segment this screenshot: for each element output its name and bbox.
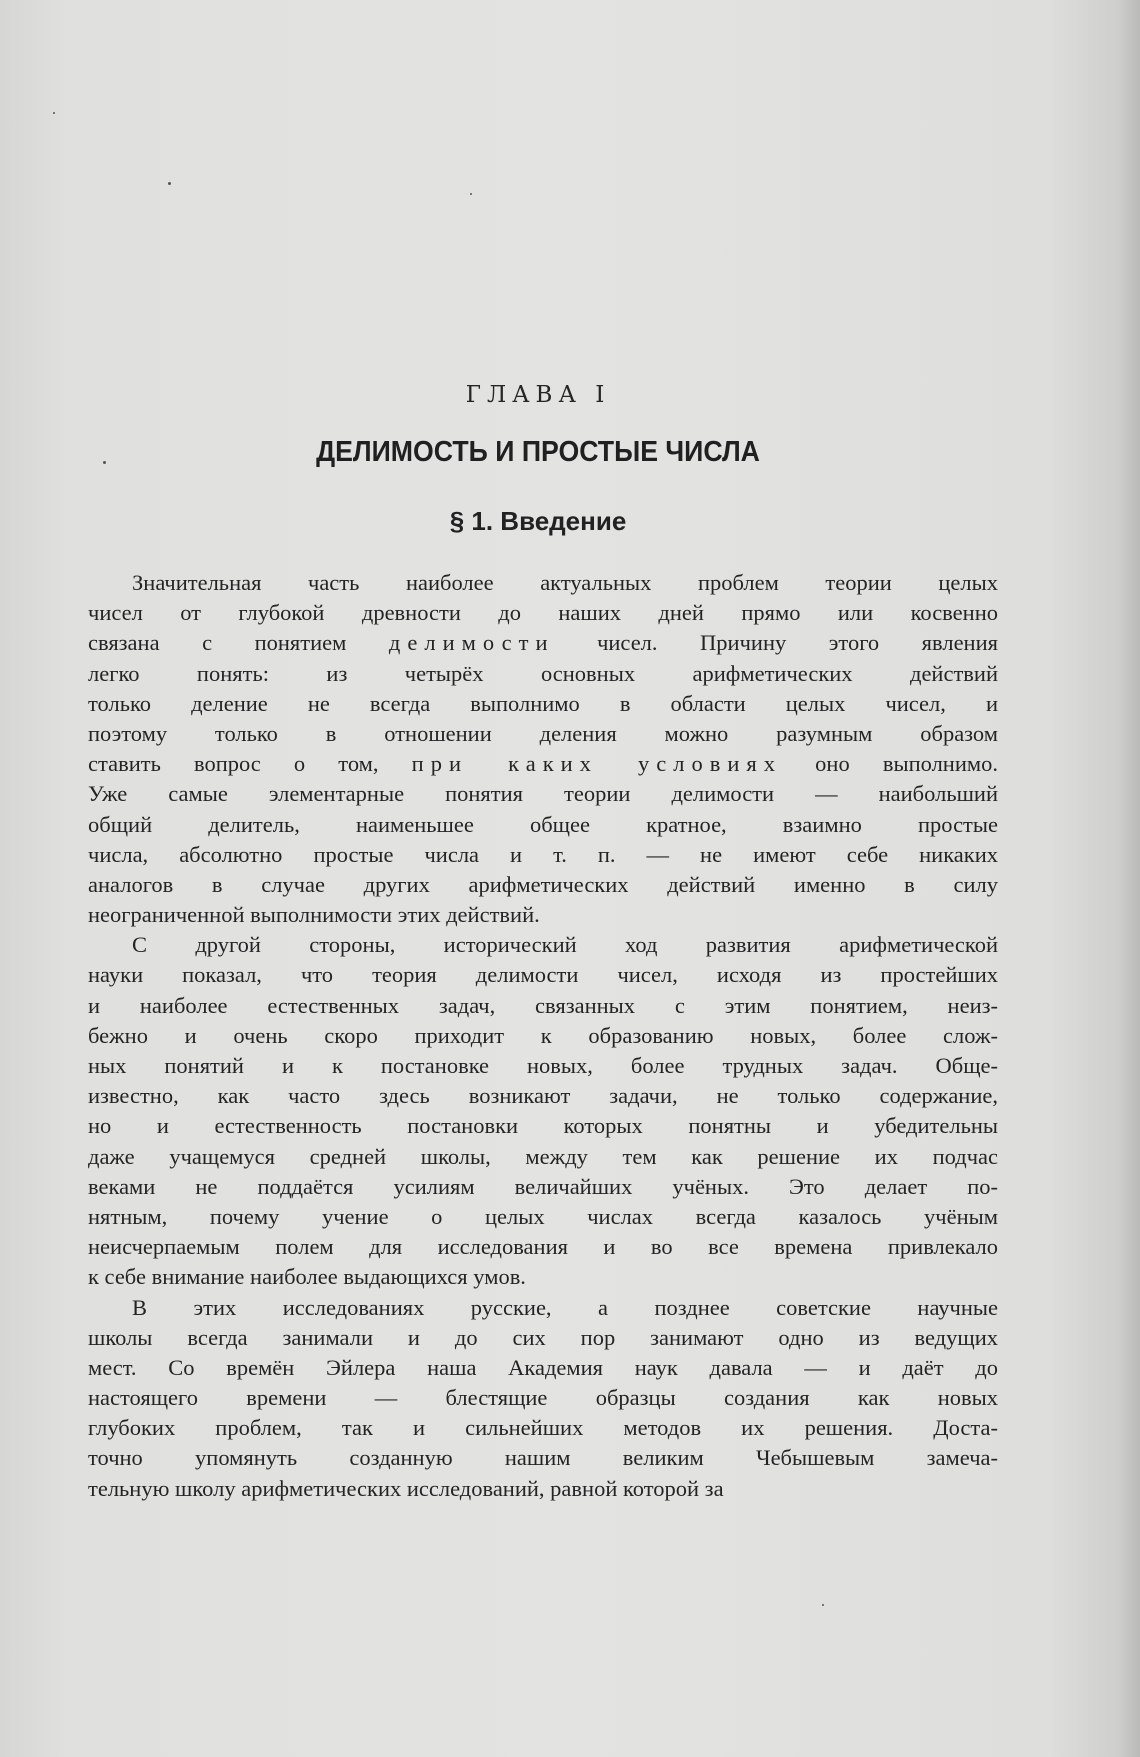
text-line bbox=[88, 1111, 998, 1141]
text-run: настоящего времени — блестящие образцы создания как новых bbox=[88, 1385, 998, 1411]
emphasized-term: делимости bbox=[388, 630, 555, 656]
text-run: только деление не всегда выполнимо в области целых чисел, и bbox=[88, 690, 998, 716]
text-run: неисчерпаемым полем для исследования и во все времена привлекало bbox=[88, 1234, 998, 1260]
section-title: § 1. Введение bbox=[449, 506, 627, 536]
text-run: ных понятий и к постановке новых, более трудных задач. Обще- bbox=[88, 1053, 998, 1078]
emphasized-term: при каких условиях bbox=[411, 751, 783, 777]
text-run: числа, абсолютно простые числа и т. п. — не имеют себе никаких bbox=[88, 841, 998, 867]
text-run: науки показал, что теория делимости чисел, исходя из простейших bbox=[88, 962, 998, 988]
text-run: бежно и очень скоро приходит к образованию новых, более слож- bbox=[88, 1022, 998, 1048]
page-edge-shadow bbox=[1118, 0, 1140, 1757]
text-run: связана с понятием bbox=[88, 630, 389, 656]
text-run: поэтому только в отношении деления можно разумным образом bbox=[88, 720, 998, 746]
text-line bbox=[88, 840, 998, 870]
text-run: тельную школу арифметических исследований, равной которой за bbox=[88, 1475, 724, 1501]
text-run: чисел. Причину этого явления bbox=[554, 630, 998, 656]
text-line bbox=[88, 900, 998, 930]
text-line bbox=[88, 659, 998, 689]
print-speck bbox=[822, 1604, 824, 1606]
chapter-label: ГЛАВА I bbox=[465, 382, 611, 408]
text-run: мест. Со времён Эйлера наша Академия наук давала — и даёт до bbox=[88, 1354, 998, 1380]
text-run: С другой стороны, исторический ход развития арифметической bbox=[132, 932, 998, 958]
text-line bbox=[88, 1051, 998, 1081]
text-line bbox=[88, 1474, 998, 1504]
text-run: но и естественность постановки которых понятны и убедительны bbox=[88, 1113, 998, 1139]
text-line bbox=[88, 1293, 998, 1323]
text-line bbox=[88, 1172, 998, 1202]
paragraph bbox=[88, 568, 998, 930]
print-speck bbox=[470, 193, 472, 195]
text-line bbox=[88, 568, 998, 598]
text-line bbox=[88, 810, 998, 840]
text-run: и наиболее естественных задач, связанных с этим понятием, неиз- bbox=[88, 992, 998, 1018]
text-line bbox=[88, 628, 998, 658]
text-run: аналогов в случае других арифметических действий именно в силу bbox=[88, 871, 998, 897]
print-speck bbox=[53, 112, 55, 114]
text-run: ставить вопрос о том, bbox=[88, 751, 412, 777]
text-line bbox=[88, 1142, 998, 1172]
text-line bbox=[88, 1323, 998, 1353]
text-run: неограниченной выполнимости этих действий. bbox=[88, 902, 540, 928]
text-line bbox=[88, 1413, 998, 1443]
text-run: известно, как часто здесь возникают задачи, не только содержание, bbox=[88, 1083, 998, 1109]
text-run: нятным, почему учение о целых числах всегда казалось учёным bbox=[88, 1203, 998, 1229]
text-line bbox=[88, 930, 998, 960]
text-run: точно упомянуть созданную нашим великим Чебышевым замеча- bbox=[88, 1445, 998, 1471]
text-line bbox=[88, 1232, 998, 1262]
text-run: к себе внимание наиболее выдающихся умов. bbox=[88, 1264, 526, 1290]
text-run: Уже самые элементарные понятия теории делимости — наибольший bbox=[88, 781, 998, 807]
text-run: Значительная часть наиболее актуальных проблем теории целых bbox=[132, 570, 998, 595]
text-line bbox=[88, 689, 998, 719]
paragraph bbox=[88, 930, 998, 1292]
text-line bbox=[88, 598, 998, 628]
text-line bbox=[88, 1202, 998, 1232]
text-line bbox=[88, 719, 998, 749]
text-run: веками не поддаётся усилиям величайших учёных. Это делает по- bbox=[88, 1173, 998, 1199]
text-run: легко понять: из четырёх основных арифметических действий bbox=[88, 660, 998, 686]
chapter-title: ДЕЛИМОСТЬ И ПРОСТЫЕ ЧИСЛА bbox=[316, 436, 760, 468]
text-line bbox=[88, 749, 998, 779]
print-speck bbox=[168, 182, 171, 185]
text-line bbox=[88, 1443, 998, 1473]
text-run: школы всегда занимали и до сих пор занимают одно из ведущих bbox=[88, 1324, 998, 1350]
text-line bbox=[88, 1353, 998, 1383]
text-run: даже учащемуся средней школы, между тем как решение их подчас bbox=[88, 1143, 998, 1169]
body-text bbox=[88, 568, 998, 1504]
text-run: В этих исследованиях русские, а позднее советские научные bbox=[132, 1294, 998, 1320]
text-line bbox=[88, 870, 998, 900]
paragraph bbox=[88, 1293, 998, 1504]
text-line bbox=[88, 960, 998, 990]
text-line bbox=[88, 1262, 998, 1292]
text-line bbox=[88, 1081, 998, 1111]
text-line bbox=[88, 1383, 998, 1413]
text-line bbox=[88, 991, 998, 1021]
text-line bbox=[88, 1021, 998, 1051]
text-run: оно выполнимо. bbox=[782, 751, 998, 777]
text-line bbox=[88, 779, 998, 809]
text-run: чисел от глубокой древности до наших дней прямо или косвенно bbox=[88, 600, 998, 626]
text-run: общий делитель, наименьшее общее кратное, взаимно простые bbox=[88, 811, 998, 837]
text-run: глубоких проблем, так и сильнейших методов их решения. Доста- bbox=[88, 1415, 998, 1441]
